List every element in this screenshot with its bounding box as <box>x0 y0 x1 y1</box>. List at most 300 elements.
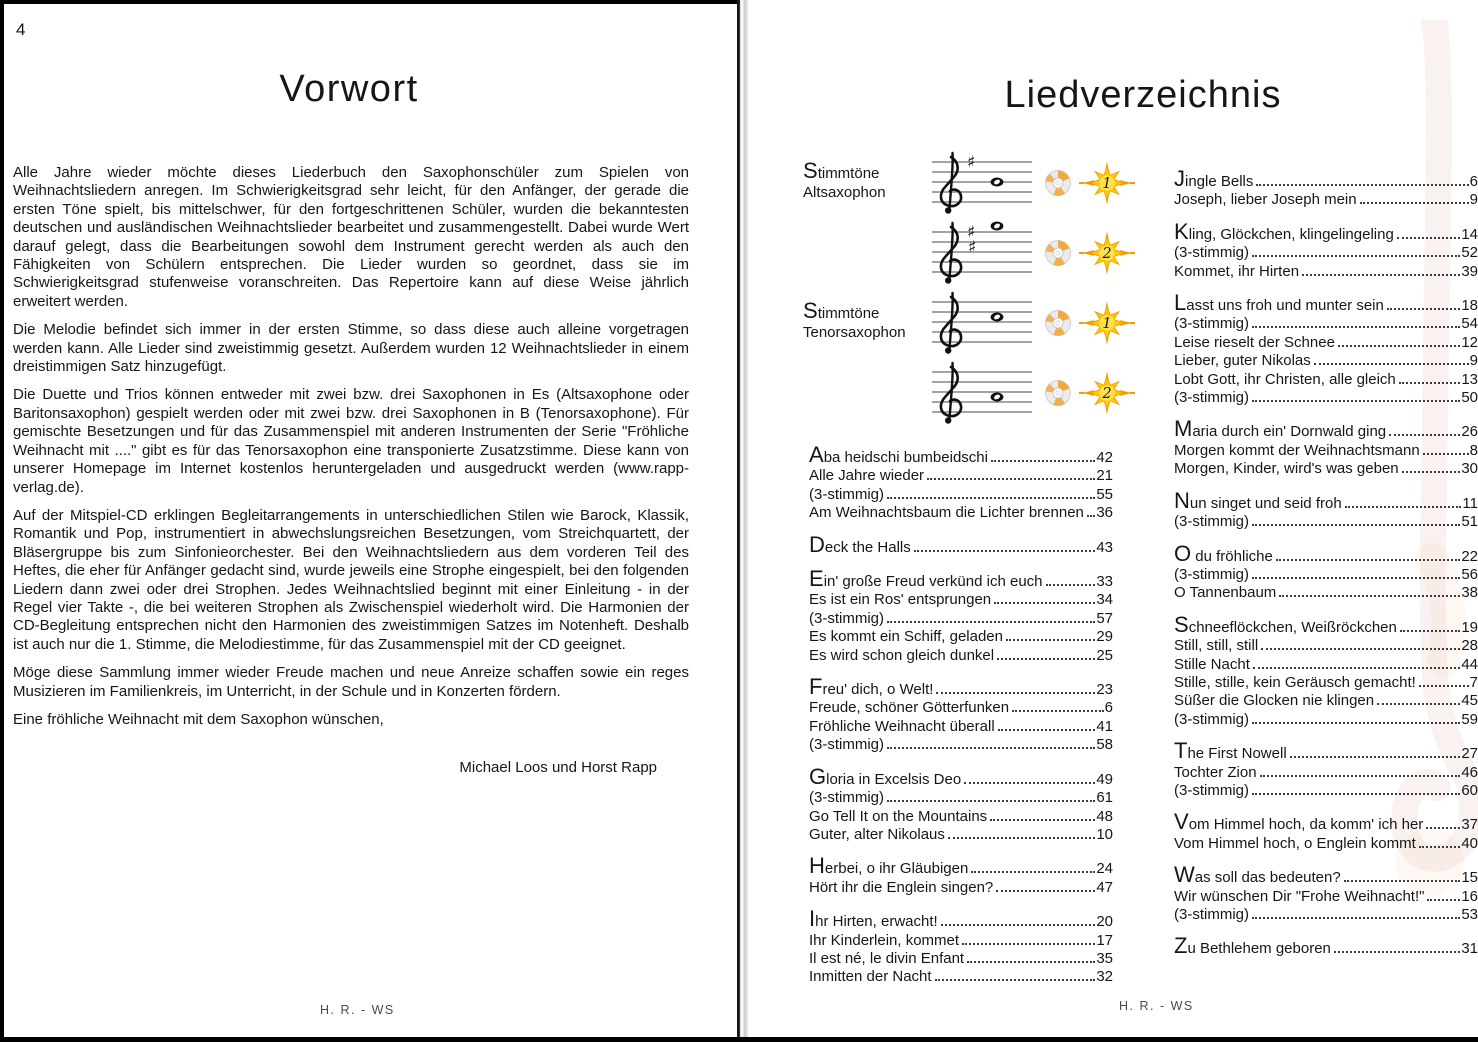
drop-cap: Z <box>1174 933 1188 959</box>
song-title: Kling, Glöckchen, klingelingeling <box>1174 218 1394 244</box>
song-title: Ihr Kinderlein, kommet <box>809 931 960 949</box>
dot-leader <box>1276 559 1460 561</box>
song-title: Il est né, le divin Enfant <box>809 949 965 967</box>
song-entry <box>1174 933 1478 959</box>
song-entry <box>1174 191 1478 209</box>
dot-leader <box>962 943 1095 945</box>
drop-cap: V <box>1174 809 1189 835</box>
song-entry <box>1174 611 1478 637</box>
track-number: 1 <box>1102 316 1112 333</box>
tuning-label: Stimmtöne Altsaxophon <box>803 158 886 201</box>
index-group <box>1174 933 1478 959</box>
index-group <box>809 566 1113 665</box>
song-entry <box>809 950 1113 968</box>
dot-leader <box>1261 648 1460 650</box>
song-entry <box>809 674 1113 700</box>
song-entry <box>809 906 1113 932</box>
dot-leader <box>1427 899 1460 901</box>
song-entry <box>1174 656 1478 674</box>
drop-cap: S <box>1174 611 1189 637</box>
song-entry <box>1174 862 1478 888</box>
song-title: (3-stimmig) <box>809 789 884 807</box>
dot-leader <box>927 478 1095 480</box>
drop-cap: H <box>809 853 825 879</box>
song-page-number: 46 <box>1461 763 1478 781</box>
song-entry <box>1174 711 1478 729</box>
song-page-number: 7 <box>1469 673 1478 691</box>
song-entry <box>1174 460 1478 478</box>
song-entry <box>1174 334 1478 352</box>
dot-leader <box>964 782 1095 784</box>
song-title: Morgen kommt der Weihnachtsmann <box>1174 441 1420 459</box>
dot-leader <box>1252 722 1460 724</box>
music-staff <box>917 147 1037 219</box>
song-title: Lasst uns froh und munter sein <box>1174 290 1384 316</box>
song-entry <box>809 879 1113 897</box>
drop-cap: S <box>803 298 818 323</box>
dot-leader <box>1389 434 1460 436</box>
whole-note <box>991 313 1004 322</box>
song-page-number: 60 <box>1461 781 1478 799</box>
index-group <box>809 853 1113 897</box>
song-page-number: 51 <box>1461 513 1478 531</box>
song-title: Vom Himmel hoch, da komm' ich her <box>1174 809 1424 835</box>
song-entry <box>1174 584 1478 602</box>
dot-leader <box>1426 827 1460 829</box>
dot-leader <box>1012 710 1104 712</box>
song-page-number: 14 <box>1461 225 1478 243</box>
song-page-number: 16 <box>1461 887 1478 905</box>
song-title: Stille Nacht <box>1174 655 1250 673</box>
drop-cap: L <box>1174 290 1187 316</box>
drop-cap: D <box>809 531 825 557</box>
song-entry <box>809 647 1113 665</box>
song-entry <box>1174 513 1478 531</box>
song-entry <box>809 932 1113 950</box>
song-entry <box>1174 166 1478 191</box>
drop-cap: F <box>809 674 823 700</box>
whole-note <box>991 222 1004 231</box>
song-entry <box>1174 809 1478 835</box>
song-entry <box>1174 906 1478 924</box>
song-entry <box>809 610 1113 628</box>
drop-cap: N <box>1174 487 1190 513</box>
song-page-number: 56 <box>1461 565 1478 583</box>
index-group <box>1174 166 1478 210</box>
song-page-number: 12 <box>1461 333 1478 351</box>
drop-cap: E <box>809 566 824 592</box>
signature: Michael Loos und Horst Rapp <box>459 759 657 777</box>
song-page-number: 29 <box>1096 628 1113 646</box>
song-title: (3-stimmig) <box>809 609 884 627</box>
song-entry <box>1174 566 1478 584</box>
dot-leader <box>996 890 1095 892</box>
drop-cap: T <box>1174 738 1188 764</box>
index-group <box>1174 290 1478 407</box>
song-entry <box>809 763 1113 789</box>
drop-cap: J <box>1174 166 1185 191</box>
song-page-number: 20 <box>1096 913 1113 931</box>
song-title: Es ist ein Ros' entsprungen <box>809 591 992 609</box>
cd-icon <box>1043 379 1073 407</box>
dot-leader <box>998 729 1096 731</box>
dot-leader <box>1252 255 1460 257</box>
song-entry <box>1174 290 1478 316</box>
dot-leader <box>1345 506 1462 508</box>
song-page-number: 37 <box>1461 816 1478 834</box>
song-entry <box>1174 764 1478 782</box>
song-page-number: 35 <box>1096 949 1113 967</box>
dot-leader <box>1260 775 1461 777</box>
dot-leader <box>948 837 1095 839</box>
music-staff <box>917 287 1037 359</box>
song-entry <box>809 566 1113 592</box>
page-gutter <box>737 0 753 1042</box>
song-entry <box>809 853 1113 879</box>
song-entry <box>809 442 1113 467</box>
song-entry <box>1174 692 1478 710</box>
song-entry <box>1174 218 1478 244</box>
song-title: Freude, schöner Götterfunken <box>809 699 1010 717</box>
vorwort-paragraph-4: Auf der Mitspiel-CD erklingen Begleitarrangements in unterschiedlichen Stilen wie Barock, Klassik, Romantik und Pop, instrumentiert in abwechslungsreichen Besetzungen, vom Streichquartett, der Bläsergruppe bis zum Sinfonieorchester. Bei den Weihnachtsliedern aus dem vorderen Teil des Heftes, die eher für Anfänger gedacht sind, wurde jeweils eine Strophe eingespielt, bei den folgenden Liedern dann zwei oder drei Strophen. Jedes Weihnachtslied beginnt mit einer Einleitung - in der Regel vier Takte -, die bei weiteren Strophen als Zwischenspiel wiederholt wird. Die Harmonien der CD-Begleitung entsprechen nicht den Harmonien des zweistimmigen Satzes im Notenheft. Deshalb ist auch nur die 1. Stimme, die Melodiestimme, für das Zusammenspiel mit der CD geeignet. <box>13 506 689 653</box>
song-page-number: 27 <box>1461 745 1478 763</box>
dot-leader <box>1252 400 1460 402</box>
song-entry <box>809 808 1113 826</box>
song-page-number: 23 <box>1096 681 1113 699</box>
cd-icon <box>1043 169 1073 197</box>
dot-leader <box>1252 577 1460 579</box>
star-track-badge <box>1079 161 1135 205</box>
song-entry <box>809 591 1113 609</box>
dot-leader <box>1338 345 1460 347</box>
song-page-number: 17 <box>1096 931 1113 949</box>
index-group <box>1174 540 1478 603</box>
song-entry <box>1174 263 1478 281</box>
song-page-number: 26 <box>1461 423 1478 441</box>
dot-leader <box>1252 793 1460 795</box>
song-entry <box>809 628 1113 646</box>
song-entry <box>809 718 1113 736</box>
song-page-number: 33 <box>1096 573 1113 591</box>
index-group <box>1174 487 1478 532</box>
song-title: (3-stimmig) <box>809 485 884 503</box>
sharp-sign: ♯ <box>967 152 976 173</box>
song-entry <box>1174 389 1478 407</box>
song-title: (3-stimmig) <box>1174 389 1249 407</box>
music-staff <box>917 217 1037 289</box>
song-entry <box>809 699 1113 717</box>
dot-leader <box>1399 382 1461 384</box>
drop-cap: I <box>809 906 816 932</box>
song-page-number: 45 <box>1461 692 1478 710</box>
song-title: Süßer die Glocken nie klingen <box>1174 692 1375 710</box>
song-title: Leise rieselt der Schnee <box>1174 333 1335 351</box>
dot-leader <box>914 550 1096 552</box>
song-title: Nun singet und seid froh <box>1174 487 1342 513</box>
song-title: Deck the Halls <box>809 531 911 557</box>
index-group <box>1174 738 1478 800</box>
track-number: 2 <box>1102 246 1112 263</box>
dot-leader <box>1302 274 1460 276</box>
index-group <box>809 763 1113 845</box>
song-entry <box>809 467 1113 485</box>
song-page-number: 48 <box>1096 807 1113 825</box>
song-page-number: 43 <box>1096 538 1113 556</box>
song-entry <box>1174 244 1478 262</box>
vorwort-paragraph-1: Alle Jahre wieder möchte dieses Liederbuch den Saxophonschüler zum Spielen von Weihnachtsliedern anregen. Im Schwierigkeitsgrad sehr leicht, für den Anfänger, der gerade die ersten Töne spielt, bis mittelschwer, für den fortgeschrittenen Schüler, wurden die bekanntesten deutschen und ausländischen Weihnachtslieder bearbeitet und zusammengestellt. Dabei wurde Wert darauf gelegt, dass die Bearbeitungen sowohl dem Instrument gerecht werden als auch den Fähigkeiten von Schülern entsprechen. Die Lieder wurden so geordnet, dass sie im Schwierigkeitsgrad stufenweise voranschreiten. Das Repertoire kann auf diese Weise jährlich erweitert werden. <box>13 164 689 310</box>
song-title: Jingle Bells <box>1174 166 1254 191</box>
dot-leader <box>990 819 1095 821</box>
song-title: (3-stimmig) <box>1174 244 1249 262</box>
song-entry <box>809 531 1113 557</box>
song-title: (3-stimmig) <box>809 736 884 754</box>
song-page-number: 52 <box>1461 244 1478 262</box>
vorwort-paragraph-2: Die Melodie befindet sich immer in der ersten Stimme, so dass diese auch alleine vorgetragen werden kann. Alle Lieder sind zweistimmig gesetzt. Außerdem wurden 12 Weihnachtslieder in einem dreistimmigen Satz hinzugefügt. <box>13 321 689 376</box>
song-title: Fröhliche Weihnacht überall <box>809 717 995 735</box>
song-page-number: 32 <box>1096 968 1113 986</box>
song-page-number: 61 <box>1096 789 1113 807</box>
song-page-number: 15 <box>1461 869 1478 887</box>
song-title: Es kommt ein Schiff, geladen <box>809 628 1003 646</box>
song-page-number: 47 <box>1096 878 1113 896</box>
dot-leader <box>935 979 1096 981</box>
song-title: Was soll das bedeuten? <box>1174 862 1341 888</box>
dot-leader <box>1423 453 1469 455</box>
dot-leader <box>936 692 1095 694</box>
dot-leader <box>994 602 1095 604</box>
song-title: Kommet, ihr Hirten <box>1174 262 1300 280</box>
index-group <box>809 531 1113 557</box>
dot-leader <box>1377 703 1460 705</box>
page-title-vorwort: Vorwort <box>279 68 419 110</box>
page-title-liedverzeichnis: Liedverzeichnis <box>1004 74 1282 116</box>
sharp-sign: ♯ <box>968 237 977 258</box>
dot-leader <box>1252 326 1460 328</box>
song-page-number: 6 <box>1469 173 1478 190</box>
dot-leader <box>887 497 1095 499</box>
dot-leader <box>1387 308 1460 310</box>
song-title: Gloria in Excelsis Deo <box>809 763 962 789</box>
dot-leader <box>941 924 1096 926</box>
song-title: Ein' große Freud verkünd ich euch <box>809 566 1043 592</box>
song-page-number: 31 <box>1461 940 1478 958</box>
song-entry <box>809 968 1113 986</box>
song-page-number: 57 <box>1096 609 1113 627</box>
song-title: Lieber, guter Nikolas <box>1174 352 1311 370</box>
drop-cap: G <box>809 763 827 789</box>
song-page-number: 11 <box>1462 494 1478 512</box>
tuning-row-1 <box>803 148 1148 218</box>
star-track-badge <box>1079 231 1135 275</box>
dot-leader <box>1314 363 1469 365</box>
dot-leader <box>967 961 1095 963</box>
song-title: Joseph, lieber Joseph mein <box>1174 191 1357 209</box>
song-title: Es wird schon gleich dunkel <box>809 646 995 664</box>
song-title: Schneeflöckchen, Weißröckchen <box>1174 611 1397 637</box>
scan-edge-bottom <box>0 1037 1478 1042</box>
vorwort-paragraph-5: Möge diese Sammlung immer wieder Freude machen und neue Anreize schaffen sowie ein reges Musizieren im Familienkreis, im Unterricht, in der Schule und in Konzerten fördern. <box>13 664 689 700</box>
song-entry <box>1174 835 1478 853</box>
song-page-number: 36 <box>1096 504 1113 522</box>
song-title: Vom Himmel hoch, o Englein kommt <box>1174 834 1416 852</box>
song-page-number: 59 <box>1461 710 1478 728</box>
song-page-number: 39 <box>1461 262 1478 280</box>
song-title: Freu' dich, o Welt! <box>809 674 934 700</box>
song-title: Still, still, still <box>1174 637 1259 655</box>
song-title: Morgen, Kinder, wird's was geben <box>1174 460 1399 478</box>
dot-leader <box>1344 880 1461 882</box>
dot-leader <box>1252 524 1460 526</box>
song-entry <box>1174 782 1478 800</box>
song-page-number: 28 <box>1461 637 1478 655</box>
song-page-number: 22 <box>1461 547 1478 565</box>
drop-cap: W <box>1174 862 1195 888</box>
tuning-row-2 <box>803 218 1148 288</box>
song-page-number: 21 <box>1096 467 1113 485</box>
song-title: O du fröhliche <box>1174 540 1273 566</box>
song-title: O Tannenbaum <box>1174 584 1277 602</box>
dot-leader <box>1046 584 1096 586</box>
whole-note <box>991 393 1004 402</box>
song-entry <box>1174 674 1478 692</box>
dot-leader <box>1087 515 1095 517</box>
track-number: 2 <box>1102 386 1112 403</box>
song-entry <box>1174 416 1478 442</box>
song-entry <box>1174 352 1478 370</box>
song-page-number: 49 <box>1096 770 1113 788</box>
song-page-number: 40 <box>1461 834 1478 852</box>
song-title: Hört ihr die Englein singen? <box>809 878 994 896</box>
music-staff <box>917 357 1037 429</box>
song-page-number: 34 <box>1096 591 1113 609</box>
dot-leader <box>887 747 1095 749</box>
song-page-number: 38 <box>1461 584 1478 602</box>
song-title: The First Nowell <box>1174 738 1287 764</box>
dot-leader <box>1360 202 1469 204</box>
song-page-number: 54 <box>1461 315 1478 333</box>
song-entry <box>1174 637 1478 655</box>
song-page-number: 42 <box>1096 449 1113 466</box>
song-title: (3-stimmig) <box>1174 513 1249 531</box>
song-page-number: 18 <box>1461 297 1478 315</box>
song-page-number: 30 <box>1461 460 1478 478</box>
song-title: Herbei, o ihr Gläubigen <box>809 853 969 879</box>
song-title: (3-stimmig) <box>1174 781 1249 799</box>
song-entry <box>1174 371 1478 389</box>
song-page-number: 10 <box>1096 825 1113 843</box>
song-page-number: 25 <box>1096 646 1113 664</box>
page-right-liedverzeichnis <box>753 0 1478 1042</box>
song-page-number: 55 <box>1096 485 1113 503</box>
tuning-row-3 <box>803 288 1148 358</box>
page-number: 4 <box>16 20 26 39</box>
star-track-badge <box>1079 371 1135 415</box>
song-title: Wir wünschen Dir "Frohe Weihnacht!" <box>1174 887 1425 905</box>
song-title: Guter, alter Nikolaus <box>809 825 945 843</box>
dot-leader <box>997 658 1095 660</box>
song-index-column-1 <box>809 442 1113 1002</box>
right-page-footer: H. R. - WS <box>1119 999 1194 1013</box>
song-title: Maria durch ein' Dornwald ging <box>1174 416 1387 442</box>
drop-cap: K <box>1174 218 1189 244</box>
dot-leader <box>1006 639 1095 641</box>
index-group <box>1174 611 1478 729</box>
song-page-number: 24 <box>1096 860 1113 878</box>
song-title: Am Weihnachtsbaum die Lichter brennen <box>809 504 1084 522</box>
song-page-number: 8 <box>1469 441 1478 459</box>
dot-leader <box>1279 595 1460 597</box>
drop-cap: O <box>1174 540 1192 566</box>
song-page-number: 44 <box>1461 655 1478 673</box>
song-title: Zu Bethlehem geboren <box>1174 933 1331 959</box>
vorwort-text <box>13 164 689 776</box>
dot-leader <box>1400 630 1460 632</box>
song-entry <box>1174 888 1478 906</box>
dot-leader <box>1252 917 1460 919</box>
index-group <box>1174 862 1478 924</box>
star-track-badge <box>1079 301 1135 345</box>
sharp-sign: ♯ <box>967 222 976 243</box>
dot-leader <box>1334 951 1460 953</box>
index-group <box>1174 218 1478 281</box>
song-page-number: 9 <box>1469 191 1478 209</box>
song-entry <box>1174 442 1478 460</box>
tuning-row-4 <box>803 358 1148 428</box>
whole-note <box>991 178 1004 187</box>
tuning-notes-block <box>803 148 1148 428</box>
drop-cap: A <box>809 442 824 467</box>
dot-leader <box>1256 184 1468 186</box>
dot-leader <box>887 621 1095 623</box>
dot-leader <box>1253 667 1460 669</box>
vorwort-paragraph-6: Eine fröhliche Weihnacht mit dem Saxophon wünschen, <box>13 710 384 728</box>
song-page-number: 58 <box>1096 736 1113 754</box>
left-page-footer: H. R. - WS <box>320 1003 395 1017</box>
song-page-number: 50 <box>1461 389 1478 407</box>
song-title: (3-stimmig) <box>1174 315 1249 333</box>
dot-leader <box>991 460 1095 462</box>
song-entry <box>809 826 1113 844</box>
index-group <box>1174 416 1478 478</box>
song-entry <box>809 789 1113 807</box>
song-page-number: 13 <box>1461 370 1478 388</box>
dot-leader <box>1290 756 1461 758</box>
song-entry <box>809 736 1113 754</box>
cd-icon <box>1043 309 1073 337</box>
song-title: Go Tell It on the Mountains <box>809 807 988 825</box>
song-page-number: 9 <box>1469 352 1478 370</box>
index-group <box>809 442 1113 523</box>
song-entry <box>1174 738 1478 764</box>
song-entry <box>809 486 1113 504</box>
song-title: (3-stimmig) <box>1174 906 1249 923</box>
dot-leader <box>971 871 1095 873</box>
song-page-number: 19 <box>1461 618 1478 636</box>
cd-icon <box>1043 239 1073 267</box>
dot-leader <box>1419 685 1469 687</box>
tuning-label: Stimmtöne Tenorsaxophon <box>803 298 906 341</box>
song-entry <box>1174 540 1478 566</box>
dot-leader <box>1397 237 1461 239</box>
song-page-number: 41 <box>1096 717 1113 735</box>
song-title: Tochter Zion <box>1174 763 1257 781</box>
index-group <box>809 674 1113 755</box>
song-index-column-2 <box>1174 166 1478 974</box>
song-title: Inmitten der Nacht <box>809 968 932 986</box>
song-page-number: 6 <box>1104 699 1113 717</box>
song-title: Ihr Hirten, erwacht! <box>809 906 938 932</box>
dot-leader <box>1402 471 1461 473</box>
